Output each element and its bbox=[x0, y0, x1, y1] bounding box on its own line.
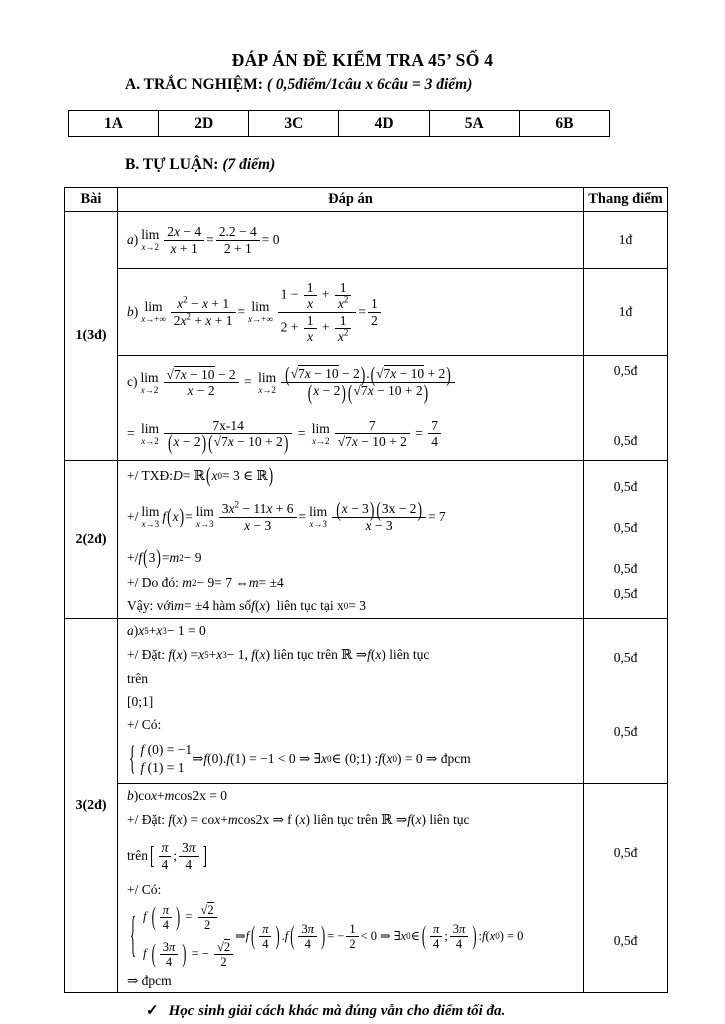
multiple-choice-answer-table bbox=[68, 110, 610, 137]
essay-answer-table bbox=[64, 187, 668, 993]
solution-3b-line1: b )co x + m cos2x = 0 bbox=[127, 787, 227, 803]
page-title: ĐÁP ÁN ĐỀ KIỂM TRA 45’ SỐ 4 bbox=[231, 50, 494, 70]
score-3b bbox=[584, 800, 667, 976]
score-value: 0,5đ bbox=[613, 724, 638, 739]
table-row bbox=[65, 461, 668, 619]
score-value: 0,5đ bbox=[613, 363, 638, 378]
problem-1-label: 1(3đ) bbox=[65, 212, 118, 461]
footer-text: Học sinh giải cách khác mà đúng vẫn cho điểm tối đa. bbox=[168, 1003, 506, 1019]
section-a-label: A. TRẮC NGHIỆM: bbox=[125, 76, 263, 93]
solution-3b-line5: { f ( $\frac{\pi}{4}$ ) = $\frac{√2}{2}$ f ( $\frac{3\pi}{4}$ ) = − $\frac{√2}{2}$ ⇒ f ( π 4 ) . f ( 3π 4 ) = − 1 2 < 0 ⇒ ∃ x 0 ∈ ( π 4 ; 3π 4 ) : f ( x 0 ) = 0 bbox=[130, 901, 524, 969]
mc-answer-3: 3C bbox=[249, 111, 339, 137]
score-value: 0,5đ bbox=[613, 560, 638, 576]
table-row bbox=[65, 269, 668, 356]
solution-1c-line2: = lim x→2 $\frac{7x-14}{(x - 2) (√7x - 10 + 2)}$ = lim x→2 $\frac{7}{√7x - 10 + 2}$ = $\frac{7}{4}$ bbox=[127, 418, 579, 451]
solution-2 bbox=[127, 462, 579, 617]
solution-2-line1: +/ TXĐ: D = ℝ ( x 0 = 3 ∈ ℝ ) bbox=[127, 463, 274, 487]
score-value: 0,5đ bbox=[613, 650, 638, 665]
table-row bbox=[65, 212, 668, 269]
solution-3b bbox=[127, 785, 579, 991]
solution-3b-line6: ⇒ đpcm bbox=[127, 973, 172, 988]
mc-answer-6: 6B bbox=[519, 111, 609, 137]
table-row bbox=[65, 619, 668, 784]
solution-1b: b ) lim x→+∞ $x^2 - x + 1$ $2x^2 + x + 1$ = lim x→+∞ 1 − $\frac{1}{x}$ + $\frac{1}{x^2}$ 2 + $\frac{1}{x}$ + $\frac{1}{x^2}$ = 1 2 bbox=[127, 270, 579, 354]
solution-2-line2: +/ lim x→3 f ( x ) = lim x→3 $3x^2 - 11x + 6$ x − 3 = lim x→3 (x − 3) (3x − 2) x − 3 = 7 bbox=[127, 497, 446, 534]
solution-3a-line5: +/ Có: bbox=[127, 717, 162, 732]
score-value: 0,5đ bbox=[613, 479, 638, 494]
table-row bbox=[65, 356, 668, 461]
section-b-note: (7 điểm) bbox=[218, 156, 276, 173]
table-row bbox=[65, 784, 668, 993]
score-1c bbox=[584, 357, 667, 459]
solution-1c bbox=[127, 357, 579, 459]
solution-3b-line2: +/ Đặt: f ( x ) = co x + m cos2x ⇒ f ( x ) liên tục trên ℝ ⇒ f ( x ) liên tục bbox=[127, 811, 470, 827]
mc-answer-1: 1A bbox=[69, 111, 159, 137]
solution-1a: a ) lim x→2 2x − 4 x + 1 = 2.2 − 4 2 + 1 = 0 bbox=[127, 224, 280, 256]
score-value: 0,5đ bbox=[613, 586, 638, 601]
solution-3b-line4: +/ Có: bbox=[127, 882, 162, 897]
solution-2-line4: +/ Do đó: m 2 − 9= 7 ⇔ m = ±4 bbox=[127, 575, 284, 590]
score-value: 0,5đ bbox=[613, 845, 638, 860]
mc-answer-2: 2D bbox=[159, 111, 249, 137]
score-value: 0,5đ bbox=[613, 933, 638, 948]
score-3a bbox=[584, 627, 667, 775]
col-header-dapan: Đáp án bbox=[118, 188, 584, 212]
solution-2-line5: Vậy: với m = ±4 hàm số f ( x ) liên tục tại x 0 = 3 bbox=[127, 598, 367, 613]
section-a-note: ( 0,5điểm/1câu x 6câu = 3 điểm) bbox=[262, 76, 473, 93]
table-header-row bbox=[65, 188, 668, 212]
section-b-label: B. TỰ LUẬN: bbox=[125, 156, 219, 173]
table-row bbox=[69, 111, 610, 137]
problem-2-label: 2(2đ) bbox=[65, 461, 118, 619]
score-1a: 1đ bbox=[584, 212, 668, 269]
problem-3-label: 3(2đ) bbox=[65, 619, 118, 993]
section-a-heading bbox=[125, 76, 725, 94]
solution-2-line3: +/ f ( 3 ) = m 2 − 9 bbox=[127, 545, 202, 569]
solution-3a-line2: +/ Đặt: f ( x ) = x 5 + x 3 − 1, f ( x ) liên tục trên ℝ ⇒ f ( x ) liên tục bbox=[127, 646, 430, 662]
col-header-thang: Thang điểm bbox=[584, 188, 668, 212]
solution-3a-line1: a ) x 5 + x 3 − 1 = 0 bbox=[127, 622, 206, 638]
check-icon: ✓ bbox=[146, 1003, 159, 1019]
col-header-bai: Bài bbox=[65, 188, 118, 212]
mc-answer-5: 5A bbox=[429, 111, 519, 137]
score-1b: 1đ bbox=[584, 269, 668, 356]
section-b-heading bbox=[125, 156, 725, 174]
score-2 bbox=[584, 473, 667, 606]
solution-3a bbox=[127, 620, 579, 782]
solution-1c-line1: c) lim x→2 $\frac{√7x - 10 - 2}{x - 2}$ = lim x→2 $\frac{(√7x - 10 - 2).(√7x - 10 + 2)}{(x - 2) (√7x - 10 + 2)}$ bbox=[127, 366, 579, 400]
solution-3a-line6: { f (0) = −1 f (1) = 1 ⇒ f (0). f (1) = −1 < 0 ⇒ ∃ x 0 ∈ (0;1) : f ( x 0 ) = 0 ⇒ đpcm bbox=[129, 739, 471, 777]
solution-3a-line3: trên bbox=[127, 671, 148, 686]
score-value: 0,5đ bbox=[613, 433, 638, 448]
solution-3a-line4: [0;1] bbox=[127, 694, 154, 709]
footer-note bbox=[146, 1001, 725, 1020]
mc-answer-4: 4D bbox=[339, 111, 429, 137]
score-value: 0,5đ bbox=[613, 520, 638, 535]
solution-3b-line3: trên [ π 4 ; 3π 4 ] bbox=[127, 840, 208, 872]
